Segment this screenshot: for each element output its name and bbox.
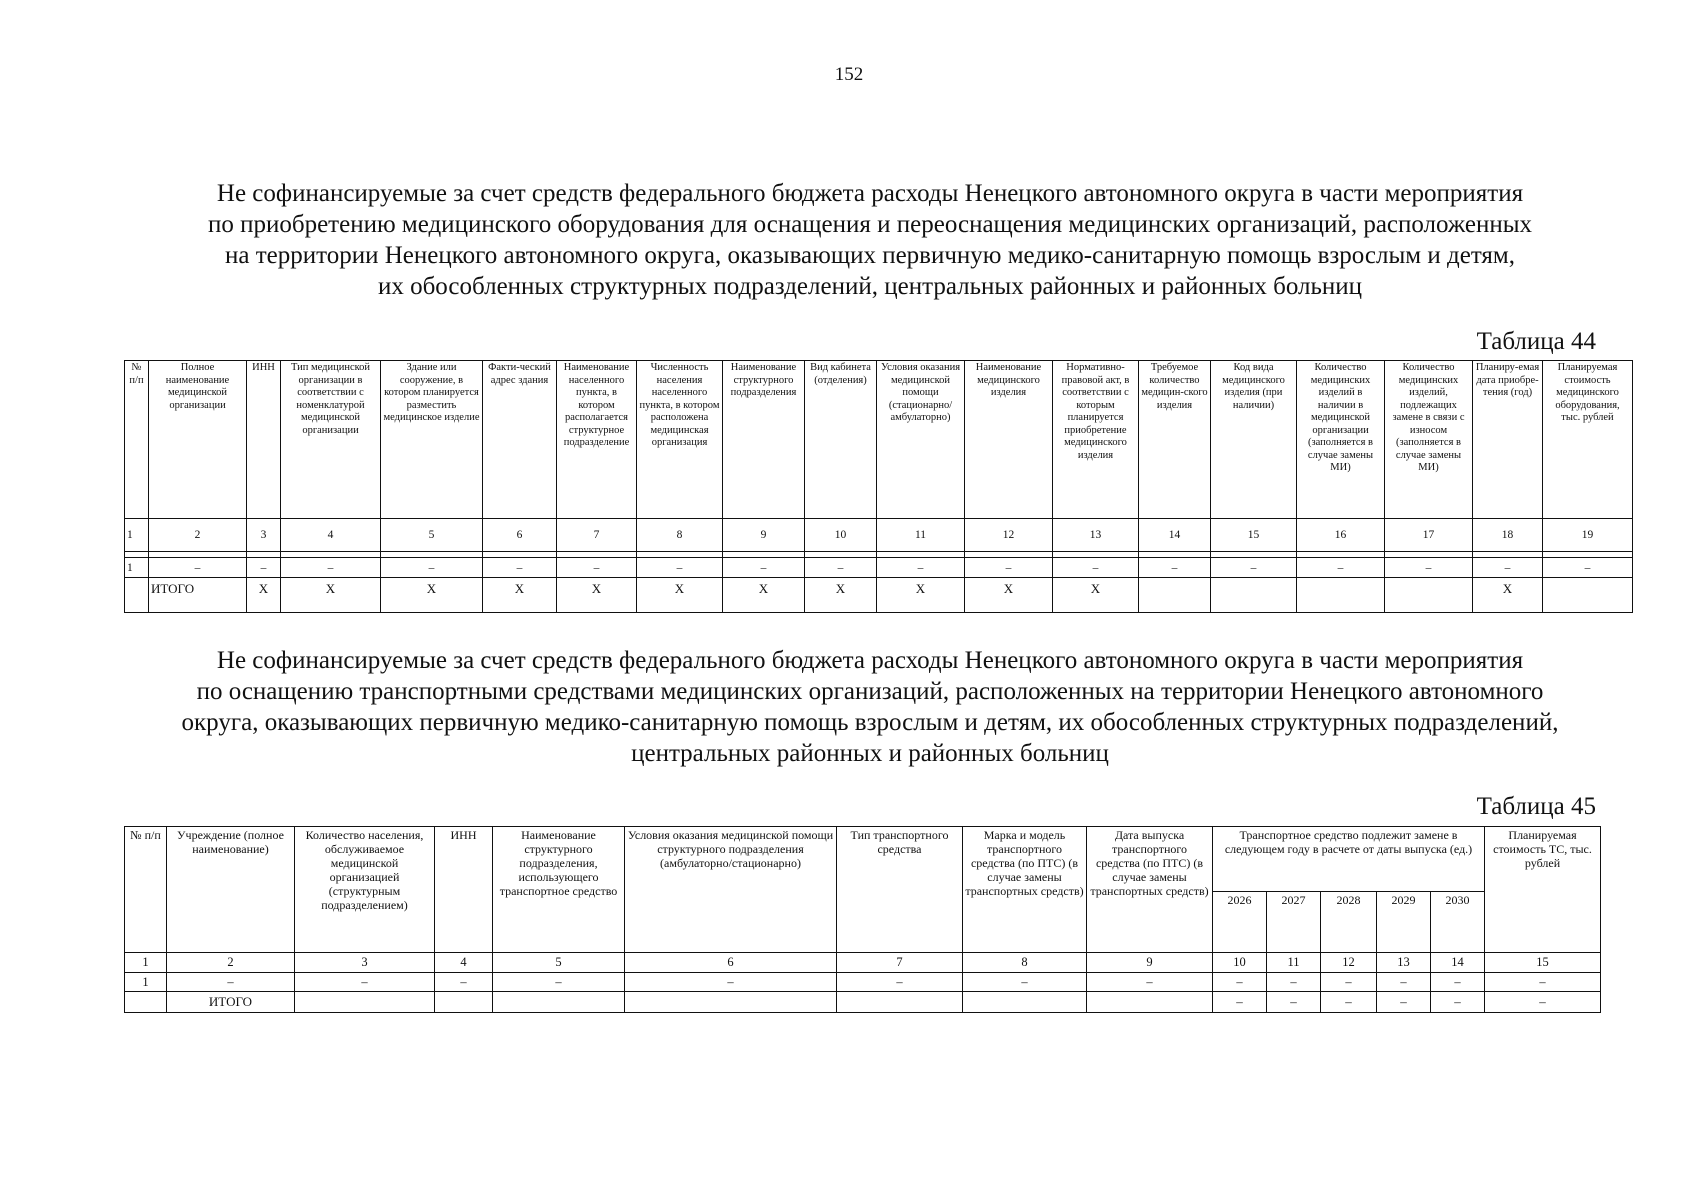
table-cell: Х [281,578,381,613]
table-cell [1211,578,1297,613]
table-cell: – [167,973,295,992]
column-number-row [125,519,1633,552]
header-cell: № п/п [125,827,167,953]
header-cell: Марка и модель транспортного средства (по ПТС) (в случае замены транспортных средств) [963,827,1087,953]
table-cell [435,992,493,1013]
table-cell: – [1321,973,1377,992]
table-cell: Х [483,578,557,613]
table-row [125,558,1633,578]
header-cell: ИНН [247,361,281,519]
column-number: 8 [637,519,723,552]
table-cell: Х [877,578,965,613]
header-cell: Наименование структурного подразделения [723,361,805,519]
title-line: Не софинансируемые за счет средств федерального бюджета расходы Ненецкого автономного округа в части мероприятия [216,180,1524,207]
table-cell: – [1431,992,1485,1013]
table-cell [837,992,963,1013]
table-cell [1385,578,1473,613]
total-row [125,578,1633,613]
column-number: 18 [1473,519,1543,552]
table-cell: – [877,558,965,578]
header-cell: Вид кабинета (отделения) [805,361,877,519]
table-cell: Х [1473,578,1543,613]
title-line: на территории Ненецкого автономного округа, оказывающих первичную медико-санитарную помощь взрослым и детям, [225,242,1515,269]
column-number: 4 [435,953,493,973]
header-cell: Условия оказания медицинской помощи (стационарно/ амбулаторно) [877,361,965,519]
column-number: 1 [125,519,149,552]
header-cell: Планируемая стоимость ТС, тыс. рублей [1485,827,1601,953]
table-cell: – [1211,558,1297,578]
column-number: 10 [1213,953,1267,973]
table-45-caption: Таблица 45 [1476,793,1596,820]
table-cell: – [805,558,877,578]
header-cell: Полное наименование медицинской организации [149,361,247,519]
title-line: округа, оказывающих первичную медико-санитарную помощь взрослым и детям, их обособленных структурных подразделений, [181,709,1559,736]
table-cell: – [1087,973,1213,992]
table-cell: 1 [125,973,167,992]
table-cell: – [1213,992,1267,1013]
total-label: ИТОГО [167,992,295,1013]
header-cell: Код вида медицинского изделия (при наличии) [1211,361,1297,519]
header-cell: Нормативно-правовой акт, в соответствии с которым планируется приобретение медицинского изделия [1053,361,1139,519]
table-cell: – [1473,558,1543,578]
header-cell: Учреждение (полное наименование) [167,827,295,953]
table-cell: Х [381,578,483,613]
table-cell: – [625,973,837,992]
column-number: 12 [1321,953,1377,973]
year-header: 2027 [1267,892,1321,953]
table-cell: – [1267,992,1321,1013]
table-cell [295,992,435,1013]
table-cell: – [557,558,637,578]
table-cell: Х [723,578,805,613]
column-number: 11 [877,519,965,552]
total-label: ИТОГО [149,578,247,613]
table-cell [493,992,625,1013]
table-cell [125,578,149,613]
table-cell: – [1485,992,1601,1013]
column-number: 5 [381,519,483,552]
year-header: 2029 [1377,892,1431,953]
header-cell: Количество медицинских изделий в наличии в медицинской организации (заполняется в случае замены МИ) [1297,361,1385,519]
header-cell: Наименование структурного подразделения, использующего транспортное средство [493,827,625,953]
table-cell: – [1321,992,1377,1013]
year-header: 2026 [1213,892,1267,953]
table-cell: – [295,973,435,992]
column-number: 14 [1431,953,1485,973]
table-44-title [130,178,1610,302]
column-number: 12 [965,519,1053,552]
header-cell: Количество медицинских изделий, подлежащих замене в связи с износом (заполняется в случае замены МИ) [1385,361,1473,519]
table-cell [963,992,1087,1013]
column-number: 4 [281,519,381,552]
table-44 [124,360,1633,613]
column-number: 15 [1211,519,1297,552]
column-number: 15 [1485,953,1601,973]
column-number: 6 [625,953,837,973]
column-number: 2 [149,519,247,552]
table-cell: – [1213,973,1267,992]
column-number: 3 [247,519,281,552]
table-cell [1139,578,1211,613]
table-row [125,973,1601,992]
table-45-title [130,645,1610,769]
column-number: 8 [963,953,1087,973]
table-cell: Х [1053,578,1139,613]
header-cell: Количество населения, обслуживаемое медицинской организацией (структурным подразделением) [295,827,435,953]
column-number: 11 [1267,953,1321,973]
table-cell: – [1485,973,1601,992]
table-cell: – [149,558,247,578]
table-cell: – [1377,992,1431,1013]
column-number: 5 [493,953,625,973]
table-header-row [125,361,1633,519]
column-number: 17 [1385,519,1473,552]
header-cell: Транспортное средство подлежит замене в следующем году в расчете от даты выпуска (ед.) [1213,827,1485,892]
header-cell: Численность населения населенного пункта, в котором расположена медицинская организация [637,361,723,519]
table-cell: – [1267,973,1321,992]
column-number: 19 [1543,519,1633,552]
header-cell: ИНН [435,827,493,953]
header-cell: № п/п [125,361,149,519]
table-cell: Х [557,578,637,613]
table-cell: – [963,973,1087,992]
header-cell: Здание или сооружение, в котором планируется разместить медицинское изделие [381,361,483,519]
table-cell: – [1543,558,1633,578]
title-line: по приобретению медицинского оборудования для оснащения и переоснащения медицинских организаций, расположенных [207,211,1533,238]
header-cell: Требуемое количество медицин-ского изделия [1139,361,1211,519]
header-cell: Наименование медицинского изделия [965,361,1053,519]
table-45 [124,826,1601,1013]
table-44-caption: Таблица 44 [1476,328,1596,355]
title-line: по оснащению транспортными средствами медицинских организаций, расположенных на территории Ненецкого автономного [196,678,1544,705]
title-line: Не софинансируемые за счет средств федерального бюджета расходы Ненецкого автономного округа в части мероприятия [216,647,1524,674]
table-cell: – [1139,558,1211,578]
table-cell: – [637,558,723,578]
column-number: 7 [837,953,963,973]
table-cell [1543,578,1633,613]
header-cell: Планируемая стоимость медицинского оборудования, тыс. рублей [1543,361,1633,519]
header-cell: Тип транспортного средства [837,827,963,953]
table-cell: – [837,973,963,992]
column-number: 9 [723,519,805,552]
table-cell [625,992,837,1013]
column-number: 2 [167,953,295,973]
table-cell: – [965,558,1053,578]
column-number: 13 [1377,953,1431,973]
column-number: 13 [1053,519,1139,552]
table-cell: Х [247,578,281,613]
table-cell: – [1385,558,1473,578]
header-cell: Планиру-емая дата приобре-тения (год) [1473,361,1543,519]
column-number: 3 [295,953,435,973]
column-number: 6 [483,519,557,552]
column-number: 7 [557,519,637,552]
table-cell: – [281,558,381,578]
column-number: 16 [1297,519,1385,552]
title-line: центральных районных и районных больниц [631,740,1109,767]
table-cell: Х [805,578,877,613]
table-cell: – [1377,973,1431,992]
table-cell: – [435,973,493,992]
table-cell: – [1053,558,1139,578]
table-cell: – [381,558,483,578]
page-number: 152 [834,64,864,85]
column-number-row [125,953,1601,973]
header-cell: Условия оказания медицинской помощи структурного подразделения (амбулаторно/стационарно) [625,827,837,953]
header-cell: Тип медицинской организации в соответствии с номенклатурой медицинской организации [281,361,381,519]
table-cell: – [247,558,281,578]
title-line: их обособленных структурных подразделений, центральных районных и районных больниц [377,273,1363,300]
table-cell: 1 [125,558,149,578]
header-cell: Факти-ческий адрес здания [483,361,557,519]
table-cell: – [483,558,557,578]
column-number: 1 [125,953,167,973]
header-cell: Дата выпуска транспортного средства (по ПТС) (в случае замены транспортных средств) [1087,827,1213,953]
table-header-row [125,827,1601,892]
header-cell: Наименование населенного пункта, в котором располагается структурное подразделение [557,361,637,519]
table-cell [1087,992,1213,1013]
total-row [125,992,1601,1013]
table-cell: – [493,973,625,992]
table-cell [1297,578,1385,613]
year-header: 2030 [1431,892,1485,953]
table-cell: – [723,558,805,578]
table-cell: – [1431,973,1485,992]
table-cell: Х [637,578,723,613]
table-cell [125,992,167,1013]
column-number: 14 [1139,519,1211,552]
table-cell: Х [965,578,1053,613]
table-cell: – [1297,558,1385,578]
column-number: 9 [1087,953,1213,973]
column-number: 10 [805,519,877,552]
year-header: 2028 [1321,892,1377,953]
